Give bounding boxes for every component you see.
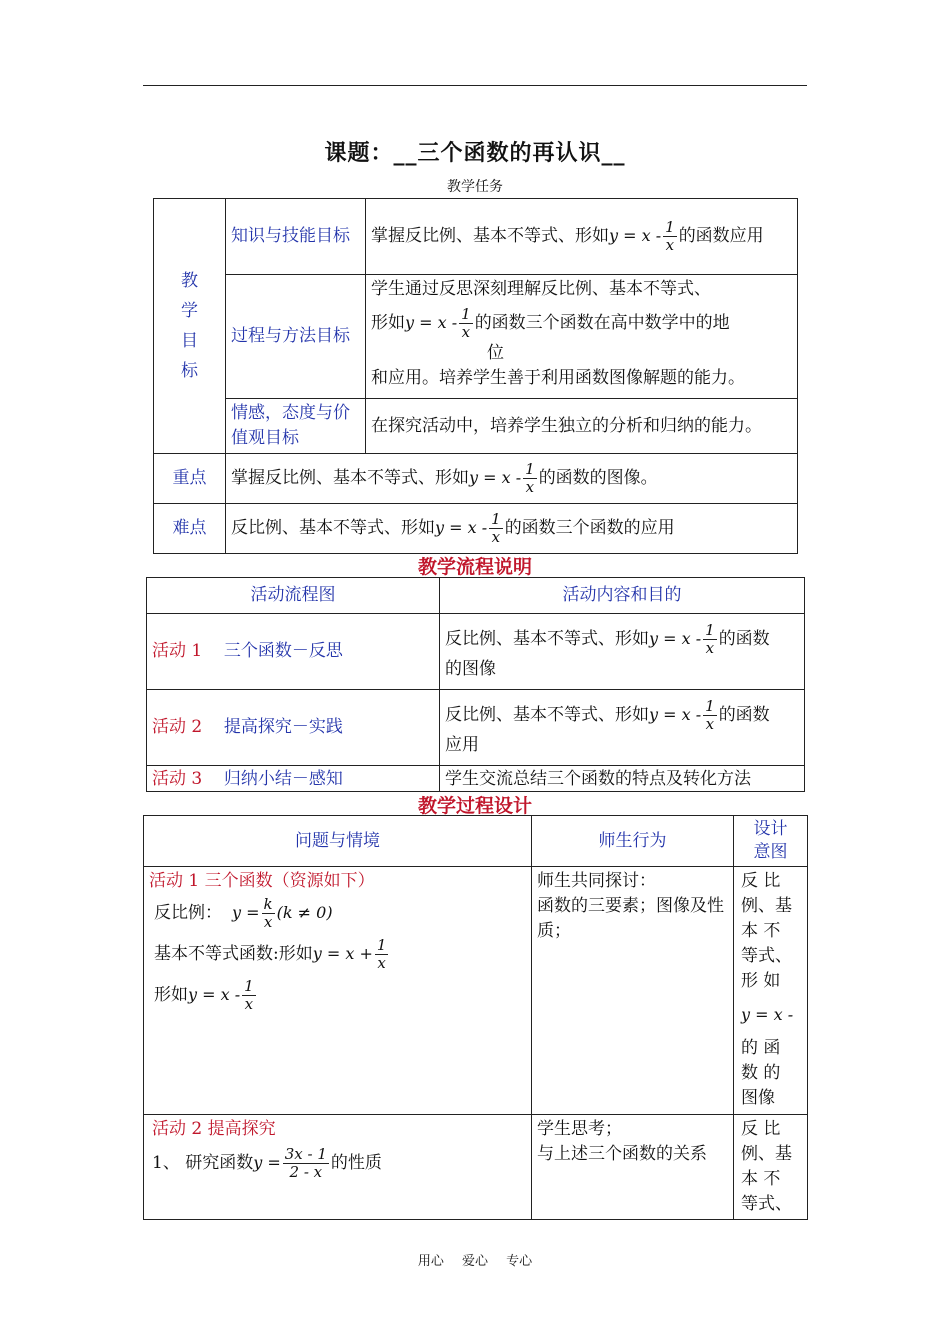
frac-num: 1 [244,977,254,995]
frac-den: x [703,639,717,657]
goal-knowledge-before: 掌握反比例、基本不等式、形如 [371,226,609,246]
intent-line: 例、基 [741,1144,792,1164]
basic-inequality-label: 基本不等式函数:形如 [154,944,313,964]
flow-activity-1 [147,614,440,690]
formula-y-x-minus: y = x - [649,628,702,648]
frac-num: 1 [491,510,501,528]
fraction-1-over-x [703,622,717,657]
process-table [143,815,808,1220]
process-intent-2 [734,1115,808,1220]
frac-num: 1 [705,620,715,639]
frac-den: x [523,478,537,496]
frac-den: x [663,236,677,254]
flow-activity-2 [147,690,440,766]
frac-num: 1 [461,305,471,323]
frac-den: x [459,323,473,341]
content-before: 反比例、基本不等式、形如 [445,704,649,725]
intent-line: 反 比 [741,1119,781,1139]
flow-col-header-2: 活动内容和目的 [440,578,805,614]
intent-line: 等式、 [741,1194,792,1214]
flow-content-2 [440,690,805,766]
intent-line: 的 函 [741,1038,781,1058]
goal-process-after: 的函数三个函数在高中数学中的地 [474,313,730,333]
diff-before: 反比例、基本不等式、形如 [231,518,435,538]
process-behavior-1 [532,867,734,1115]
process-col-header-1: 问题与情境 [144,816,532,867]
fraction-1-over-x [703,698,717,733]
key-point-label: 重点 [154,454,226,504]
flow-activity-3 [147,766,440,792]
inverse-prop-label: 反比例： [154,903,222,923]
frac-num: 1 [525,460,535,478]
frac-den: x [242,995,256,1013]
frac-num: 3x - 1 [284,1145,327,1163]
intent-line: 形 如 [741,971,781,991]
fraction-3x-1-over-2-x [283,1146,329,1181]
fraction-k-over-x [262,896,275,931]
activity1-heading: 活动 1 三个函数（资源如下） [149,871,375,891]
goal-emotion-text: 在探究活动中，培养学生独立的分析和归纳的能力。 [366,399,798,454]
goal-label-text: 教学目标 [181,271,198,381]
process-heading: 教学过程设计 [417,795,532,817]
research-label: 1、 研究函数 [152,1153,254,1173]
formula-y-x-minus: y = x - [741,1005,794,1024]
content-after: 的函数 [718,704,770,725]
process-col-header-2: 师生行为 [532,816,734,867]
key-after: 的函数的图像。 [538,468,658,488]
header-rule [143,85,807,86]
page-title: 课题：__三个函数的再认识__ [324,141,626,166]
form-label: 形如 [154,985,188,1005]
flow-content-1 [440,614,805,690]
process-col-header-3 [734,816,808,867]
content-line2: 的图像 [445,658,496,679]
formula-y-x-minus: y = x - [649,704,702,724]
diff-after: 的函数三个函数的应用 [504,518,675,538]
intent-line: 图像 [741,1088,775,1108]
activity-name: 三个函数－反思 [223,641,343,661]
research-after: 的性质 [330,1153,382,1173]
content-before: 反比例、基本不等式、形如 [445,628,649,649]
behavior-line1: 学生思考； [537,1119,622,1139]
activity-number: 活动 1 [152,641,203,661]
key-before: 掌握反比例、基本不等式、形如 [231,468,469,488]
goal-emotion-label: 情感，态度与价值观目标 [226,399,366,454]
intent-line: 本 不 [741,1169,781,1189]
fraction-1-over-x [242,978,256,1013]
goal-process-text [366,275,798,399]
formula-k-neq-0: (k ≠ 0) [276,903,333,922]
formula-y-eq: y = [253,1153,281,1172]
fraction-1-over-x [459,306,473,341]
frac-den: 2 - x [283,1163,329,1181]
process-behavior-2 [532,1115,734,1220]
difficulty-text [226,504,798,554]
goal-knowledge-after: 的函数应用 [678,226,764,246]
frac-num: 1 [705,696,715,715]
intent-line: 数 的 [741,1063,781,1083]
content-after: 的函数 [718,628,770,649]
formula-y-x-minus: y = x - [405,313,458,332]
activity-number: 活动 3 [152,768,203,789]
process-intent-1 [734,867,808,1115]
flow-col-header-1: 活动流程图 [147,578,440,614]
behavior-line2: 函数的三要素；图像及性质； [537,896,724,941]
goal-process-label: 过程与方法目标 [226,275,366,399]
intent-line: 本 不 [741,921,781,941]
fraction-1-over-x [523,461,537,496]
frac-den: x [703,715,717,733]
formula-y-eq: y = [232,903,260,922]
goal-process-line3: 和应用。培养学生善于利用函数图像解题的能力。 [371,368,745,388]
goal-label [154,199,226,454]
content-line2: 应用 [445,734,479,755]
activity-name: 提高探究－实践 [223,717,343,737]
process-situation-1 [144,867,532,1115]
formula-y-x-minus: y = x - [609,226,662,245]
formula-y-x-minus: y = x - [188,985,241,1004]
intent-line: 反 比 [741,871,781,891]
frac-num: k [263,895,273,913]
activity-name: 归纳小结－感知 [223,768,343,789]
task-caption: 教学任务 [447,179,503,195]
page-footer: 用心 爱心 专心 [417,1254,533,1269]
goal-process-line1: 学生通过反思深刻理解反比例、基本不等式、 [371,279,711,299]
goal-process-before: 形如 [371,313,405,333]
goal-knowledge-text [366,199,798,275]
fraction-1-over-x [663,219,677,254]
difficulty-label: 难点 [154,504,226,554]
goal-process-wei: 位 [487,343,504,363]
key-point-text [226,454,798,504]
behavior-line2: 与上述三个函数的关系 [537,1144,707,1164]
formula-y-x-plus: y = x + [312,944,373,963]
process-col-header-3-text: 设计意图 [753,819,788,862]
frac-den: x [262,913,275,931]
process-situation-2 [144,1115,532,1220]
goal-knowledge-label: 知识与技能目标 [226,199,366,275]
flow-heading: 教学流程说明 [417,556,532,578]
activity-number: 活动 2 [152,717,203,737]
flow-table [146,577,805,792]
frac-den: x [375,954,389,972]
flow-content-3: 学生交流总结三个函数的特点及转化方法 [440,766,805,792]
formula-y-x-minus: y = x - [469,468,522,487]
activity2-heading: 活动 2 提高探究 [152,1119,276,1139]
frac-num: 1 [665,218,675,236]
fraction-1-over-x [489,511,503,546]
behavior-line1: 师生共同探讨： [537,871,656,891]
task-table [153,198,798,554]
frac-num: 1 [376,936,387,954]
intent-line: 等式、 [741,946,792,966]
intent-line: 例、基 [741,896,792,916]
frac-den: x [489,528,503,546]
fraction-1-over-x [375,937,389,972]
formula-y-x-minus: y = x - [435,518,488,537]
